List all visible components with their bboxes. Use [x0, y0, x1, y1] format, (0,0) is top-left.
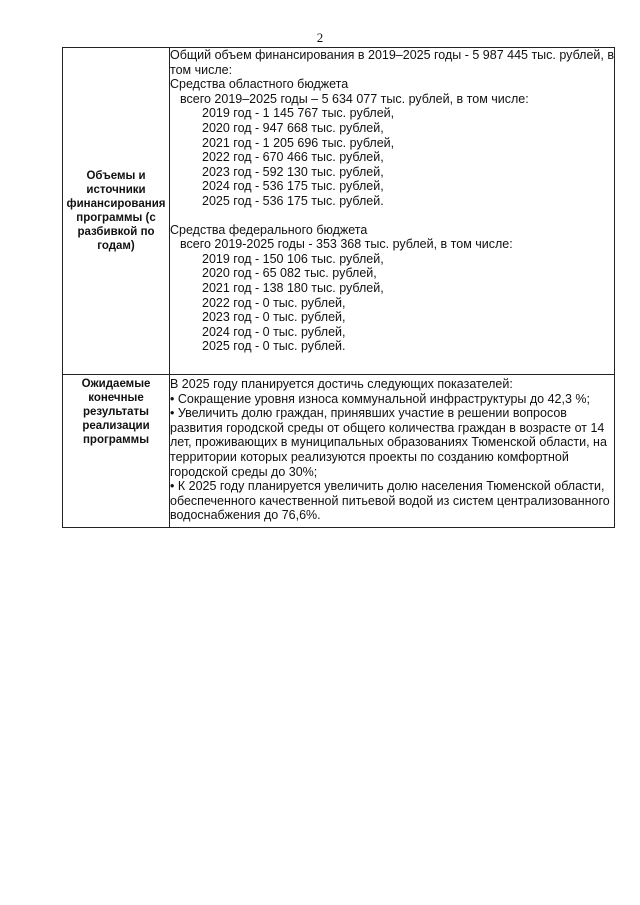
regional-year-2023: 2023 год - 592 130 тыс. рублей,: [202, 164, 384, 179]
result-item-urban-participation: • Увеличить долю граждан, принявших участие в решении вопросов развития городской среды от общего количества граждан в возрасте от 14 лет, проживающих в муниципальных образованиях Тюменской области, на территории которых реализуются проекты по созданию комфортной городской среды до 30%;: [170, 406, 614, 479]
results-intro: В 2025 году планируется достичь следующих показателей:: [170, 377, 513, 391]
regional-year-2019: 2019 год - 1 145 767 тыс. рублей,: [202, 106, 395, 121]
funding-row: [63, 48, 615, 375]
regional-budget-summary: всего 2019–2025 годы – 5 634 077 тыс. рублей, в том числе:: [180, 91, 529, 106]
funding-total: Общий объем финансирования в 2019–2025 годы - 5 987 445 тыс. рублей, в том числе:: [170, 48, 614, 77]
regional-budget-title: Средства областного бюджета: [170, 77, 349, 92]
federal-year-2022: 2022 год - 0 тыс. рублей,: [202, 295, 346, 310]
funding-label-cell: [63, 48, 170, 375]
federal-budget-title: Средства федерального бюджета: [170, 222, 368, 237]
results-label-cell: [63, 375, 170, 528]
federal-year-2023: 2023 год - 0 тыс. рублей,: [202, 310, 346, 325]
result-item-drinking-water: • К 2025 году планируется увеличить долю населения Тюменской области, обеспеченного качественной питьевой водой из систем централизованного водоснабжения до 76,6%.: [170, 479, 614, 523]
regional-year-2021: 2021 год - 1 205 696 тыс. рублей,: [202, 135, 395, 150]
federal-year-2025: 2025 год - 0 тыс. рублей.: [202, 339, 346, 354]
results-label: Ожидаемые конечные результаты реализации программы: [81, 378, 151, 446]
federal-year-2019: 2019 год - 150 106 тыс. рублей,: [202, 251, 384, 266]
regional-year-2020: 2020 год - 947 668 тыс. рублей,: [202, 120, 384, 135]
program-passport-table: [62, 47, 615, 528]
federal-budget-summary: всего 2019-2025 годы - 353 368 тыс. рублей, в том числе:: [180, 237, 513, 252]
result-item-infrastructure: • Сокращение уровня износа коммунальной инфраструктуры до 42,3 %;: [170, 392, 614, 407]
page-number: 2: [316, 30, 324, 45]
funding-label: Объемы и источники финансирования программы (с разбивкой по годам): [66, 170, 166, 252]
regional-year-2024: 2024 год - 536 175 тыс. рублей,: [202, 179, 384, 194]
results-content-cell: [170, 375, 615, 528]
federal-year-2020: 2020 год - 65 082 тыс. рублей,: [202, 266, 377, 281]
results-row: [63, 375, 615, 528]
funding-content-cell: [170, 48, 615, 375]
federal-year-2021: 2021 год - 138 180 тыс. рублей,: [202, 280, 384, 295]
regional-year-2022: 2022 год - 670 466 тыс. рублей,: [202, 150, 384, 165]
federal-year-2024: 2024 год - 0 тыс. рублей,: [202, 324, 346, 339]
regional-year-2025: 2025 год - 536 175 тыс. рублей.: [202, 193, 384, 208]
